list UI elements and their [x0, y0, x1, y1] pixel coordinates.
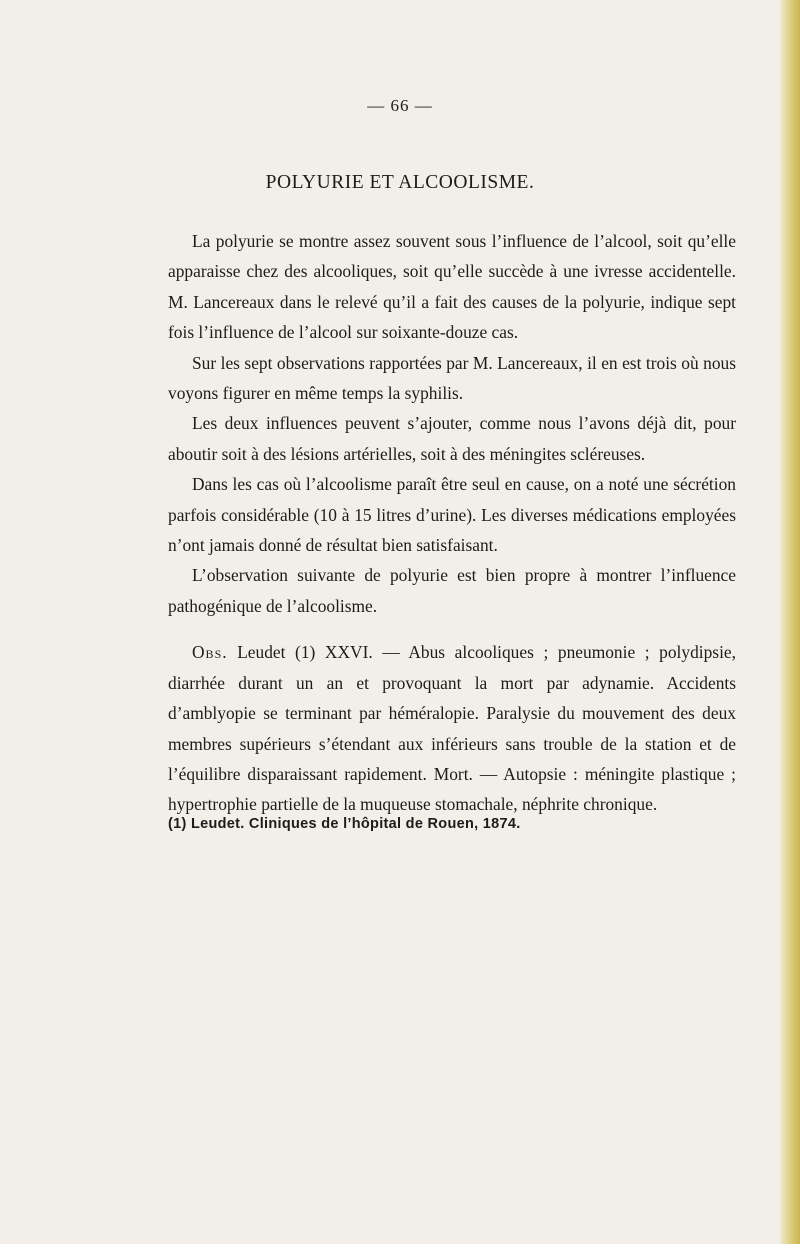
body-text [168, 226, 736, 820]
footnote: (1) Leudet. Cliniques de l’hôpital de Rouen, 1874. [168, 816, 521, 832]
paragraph-3: Les deux influences peuvent s’ajouter, comme nous l’avons déjà dit, pour aboutir soit à des lésions artérielles, soit à des méningites scléreuses. [168, 413, 736, 464]
observation-label: Obs. [192, 642, 228, 663]
page-number: — 66 — [367, 96, 433, 115]
paragraph-4: Dans les cas où l’alcoolisme paraît être seul en cause, on a noté une sécrétion parfois considérable (10 à 15 litres d’urine). Les diverses médications employées n’ont jamais donné de résultat bien satisfaisant. [168, 474, 736, 556]
paragraph-5: L’observation suivante de polyurie est bien propre à montrer l’influence pathogénique de l’alcoolisme. [168, 565, 736, 616]
observation-paragraph [168, 637, 736, 819]
paragraph-1: La polyurie se montre assez souvent sous l’influence de l’alcool, soit qu’elle apparaisse chez des alcooliques, soit qu’elle succède à une ivresse accidentelle. M. Lancereaux dans le relevé qu’il a fait des causes de la polyurie, indique sept fois l’influence de l’alcool sur soixante-douze cas. [168, 231, 736, 343]
paragraph-2: Sur les sept observations rapportées par M. Lancereaux, il en est trois où nous voyons figurer en même temps la syphilis. [168, 352, 736, 404]
observation-text: Leudet (1) XXVI. — Abus alcooliques ; pneumonie ; polydipsie, diarrhée durant un an et provoquant la mort par adynamie. Accidents d’amblyopie se terminant par héméralopie. Paralysie du mouvement des deux membres supérieurs s’étendant aux inférieurs sans trouble de la station et de l’équilibre disparaissant rapidement. Mort. — Autopsie : méningite plastique ; hypertrophie partielle de la muqueuse stomachale, néphrite chronique. [168, 642, 736, 815]
page-edge-shadow [780, 0, 800, 1244]
chapter-title: POLYURIE ET ALCOOLISME. [265, 172, 535, 193]
